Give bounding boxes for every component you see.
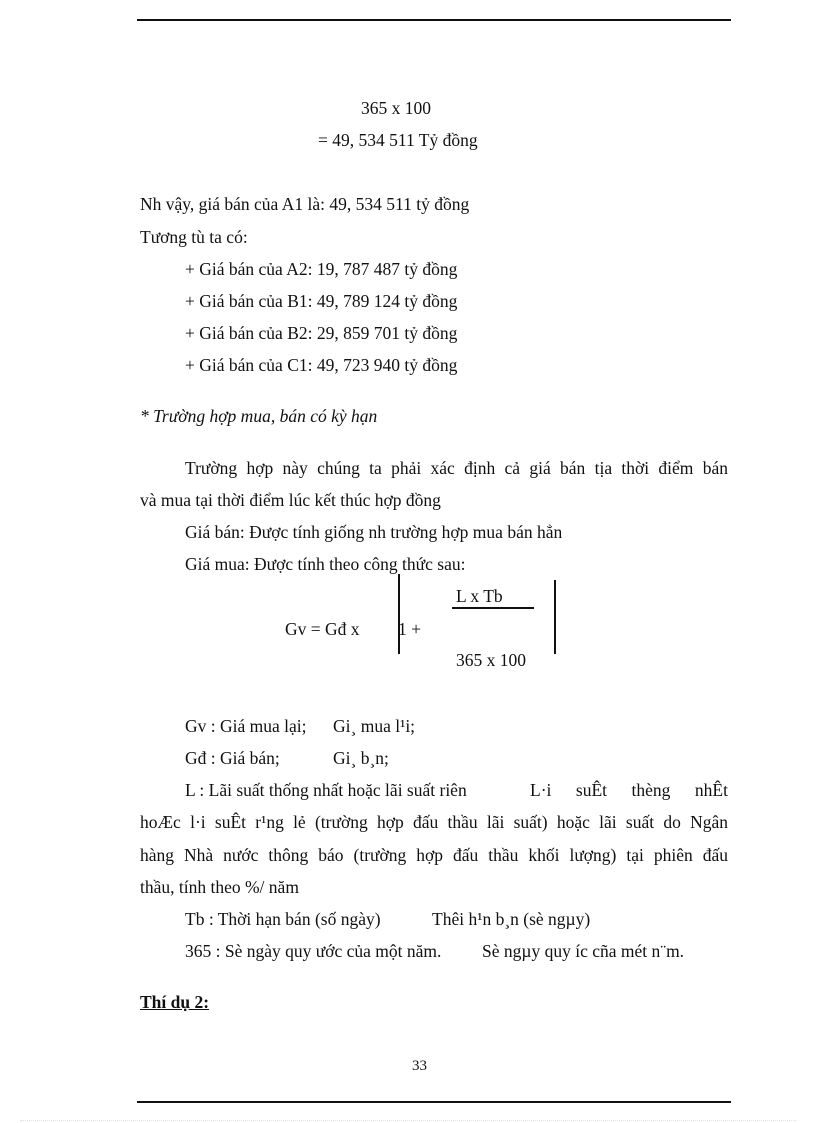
definition-tb-garbled: Thêi h¹n b¸n (sè ngµy) [432,909,591,929]
definition-tb: Tb : Thời hạn bán (số ngày) [185,909,381,929]
formula-numerator: L x Tb [456,586,503,606]
section-heading: * Trường hợp mua, bán có kỳ hạn [140,406,378,426]
price-item-b2: + Giá bán của B2: 29, 859 701 tỷ đồng [185,323,458,343]
top-rule [137,19,731,21]
definition-365-garbled: Sè ngµy quy íc cña mét n¨m. [482,941,685,961]
formula-denominator: 365 x 100 [456,650,526,670]
formula-right-bracket [554,580,556,654]
paragraph-line: Trường hợp này chúng ta phải xác định cả giá bán tịa thời điểm bán [185,458,728,478]
definition-l: L : Lãi suất thống nhất hoặc lãi suất riên [185,780,467,800]
definition-gv: Gv : Giá mua lại; [185,716,307,736]
definition-l-continued: hoÆc l·i suÊt r¹ng lẻ (trường hợp đấu thầu lãi suất) hoặc lãi suất do Ngân [140,812,728,832]
definition-gd-garbled: Gi¸ b¸n; [333,748,389,768]
buy-price-line: Giá mua: Được tính theo công thức sau: [185,554,466,574]
example-heading: Thí dụ 2: [140,992,210,1012]
summary-line: Nh vậy, giá bán của A1 là: 49, 534 511 tỷ đồng [140,194,470,214]
similarly-line: Tương tù ta có: [140,227,248,247]
definition-365: 365 : Sè ngày quy ước của một năm. [185,941,442,961]
definition-gd: Gđ : Giá bán; [185,748,280,768]
formula-lhs: Gv = Gđ x [285,619,360,639]
definition-gv-garbled: Gi¸ mua l¹i; [333,716,416,736]
calc-result: = 49, 534 511 Tỷ đồng [318,130,478,150]
price-item-a2: + Giá bán của A2: 19, 787 487 tỷ đồng [185,259,458,279]
page-number: 33 [412,1058,427,1074]
sell-price-line: Giá bán: Được tính giống nh trường hợp mua bán hẳn [185,522,563,542]
formula-left-bracket [398,574,400,654]
definition-l-continued: thầu, tính theo %/ năm [140,877,299,897]
definition-l-garbled: L·i suÊt thèng nhÊt [530,780,728,800]
bottom-dotted-edge [20,1120,796,1121]
paragraph-line: và mua tại thời điểm lúc kết thúc hợp đồng [140,490,441,510]
definition-l-continued: hàng Nhà nước thông báo (trường hợp đấu thầu khối lượng) tại phiên đấu [140,845,728,865]
bottom-rule [137,1101,731,1103]
formula-fraction-bar [452,607,534,609]
formula-one-plus: 1 + [398,619,421,639]
price-item-b1: + Giá bán của B1: 49, 789 124 tỷ đồng [185,291,458,311]
calc-denominator: 365 x 100 [361,98,431,118]
price-item-c1: + Giá bán của C1: 49, 723 940 tỷ đồng [185,355,458,375]
